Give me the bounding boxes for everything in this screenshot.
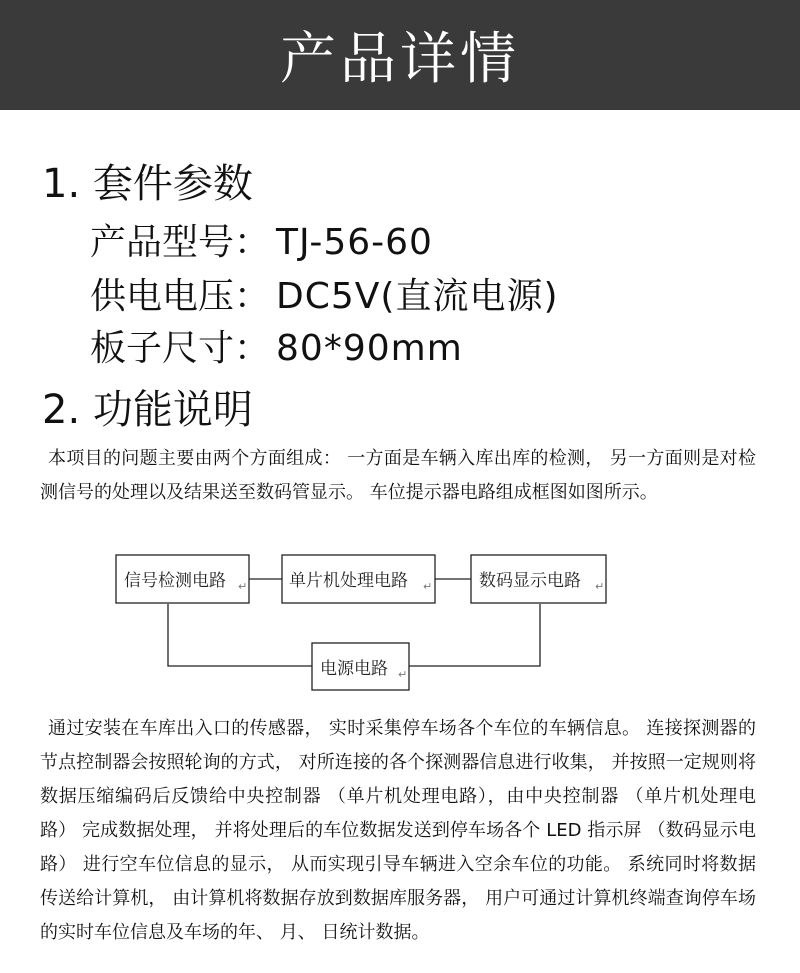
connector-display-power xyxy=(409,604,540,666)
param-value: DC5V(直流电源) xyxy=(276,276,559,317)
param-value: 80*90mm xyxy=(276,328,463,369)
section-heading-function: 2. 功能说明 xyxy=(42,387,253,433)
paragraph-mark-icon: ↵ xyxy=(238,580,248,593)
param-row-model xyxy=(90,214,433,265)
paragraph-mark-icon: ↵ xyxy=(595,580,605,593)
paragraph-mark-icon: ↵ xyxy=(398,668,408,681)
description-paragraph: 通过安装在车库出入口的传感器， 实时采集停车场各个车位的车辆信息。 连接探测器的节点控制器会按照轮询的方式， 对所连接的各个探测器信息进行收集， 并按照一定规则将数据压缩编码后反馈给中央控制器 （单片机处理电路），由中央控制器 （单片机处理电路） 完成数据处理， 并将处理后的车位数据发送到停车场各个 LED 指示屏 （数码显示电路） 进行空车位信息的显示， 从而实现引导车辆进入空余车位的功能。 系统同时将数据传送给计算机， 由计算机将数据存放到数据库服务器， 用户可通过计算机终端查询停车场的实时车位信息及车场的年、 月、 日统计数据。 xyxy=(40,718,756,943)
block-label-power: 电源电路 xyxy=(320,659,388,679)
param-row-voltage xyxy=(90,268,559,319)
param-row-size xyxy=(90,320,463,371)
paragraph-mark-icon: ↵ xyxy=(423,580,433,593)
block-label-mcu: 单片机处理电路 xyxy=(289,571,408,591)
banner-title: 产品详情 xyxy=(280,27,520,92)
param-label: 板子尺寸： xyxy=(90,328,271,369)
block-label-signal: 信号检测电路 xyxy=(124,571,226,591)
section-heading-parameters: 1. 套件参数 xyxy=(42,161,253,207)
block-diagram xyxy=(0,548,800,698)
header-banner xyxy=(0,0,800,110)
param-label: 供电电压： xyxy=(90,276,271,317)
param-value: TJ-56-60 xyxy=(276,222,433,263)
connector-signal-power xyxy=(168,604,312,666)
block-label-display: 数码显示电路 xyxy=(479,571,581,591)
intro-paragraph: 本项目的问题主要由两个方面组成： 一方面是车辆入库出库的检测， 另一方面则是对检测信号的处理以及结果送至数码管显示。 车位提示器电路组成框图如图所示。 xyxy=(40,448,756,503)
param-label: 产品型号： xyxy=(90,222,271,263)
